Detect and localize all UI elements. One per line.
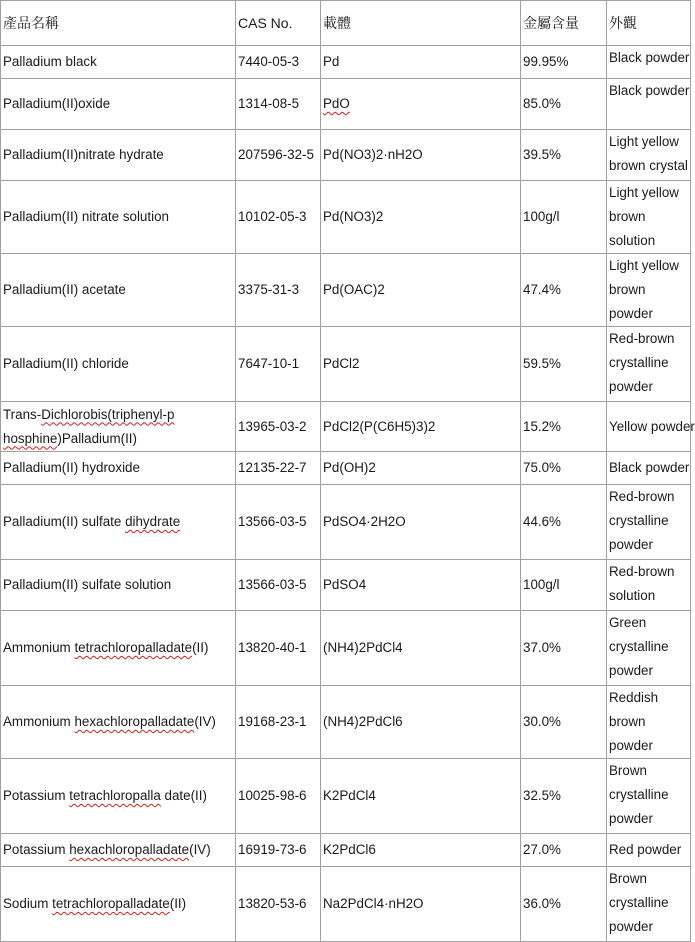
product-name-cell bbox=[1, 686, 236, 759]
header-metal-content: 金屬含量 bbox=[521, 1, 607, 46]
carrier-cell: PdSO4·2H2O bbox=[321, 485, 521, 560]
product-name-part: Potassium bbox=[3, 788, 70, 803]
carrier-cell: Pd(OH)2 bbox=[321, 452, 521, 485]
appearance-line: powder bbox=[609, 663, 653, 678]
carrier-cell: PdCl2(P(C6H5)3)2 bbox=[321, 402, 521, 452]
product-name-part: Potassium bbox=[3, 842, 70, 857]
product-name-part: tetrachloropalladate bbox=[74, 640, 193, 655]
appearance-line: solution bbox=[609, 588, 656, 603]
carrier-cell: (NH4)2PdCl4 bbox=[321, 611, 521, 686]
appearance-line: Light yellow bbox=[609, 258, 679, 273]
cas-number-cell: 12135-22-7 bbox=[236, 452, 321, 485]
metal-content-cell: 27.0% bbox=[521, 834, 607, 867]
product-name: Palladium(II)nitrate hydrate bbox=[3, 147, 164, 162]
appearance-line: Black powder bbox=[609, 460, 690, 475]
cas-number-cell: 13566-03-5 bbox=[236, 485, 321, 560]
table-row bbox=[1, 402, 691, 452]
carrier-cell: PdCl2 bbox=[321, 327, 521, 402]
appearance-line: Green bbox=[609, 615, 647, 630]
appearance-line: powder bbox=[609, 379, 653, 394]
carrier-cell: Pd(NO3)2·nH2O bbox=[321, 130, 521, 181]
carrier-cell: K2PdCl6 bbox=[321, 834, 521, 867]
table-row bbox=[1, 686, 691, 759]
appearance-line: brown crystal bbox=[609, 158, 688, 173]
cas-number-cell: 13965-03-2 bbox=[236, 402, 321, 452]
cas-number-cell: 13820-53-6 bbox=[236, 867, 321, 942]
table-row bbox=[1, 46, 691, 79]
carrier-cell bbox=[321, 79, 521, 130]
appearance-cell bbox=[607, 79, 691, 130]
product-name-cell bbox=[1, 611, 236, 686]
metal-content-cell: 36.0% bbox=[521, 867, 607, 942]
cas-number-cell: 1314-08-5 bbox=[236, 79, 321, 130]
product-name-part: (IV) bbox=[194, 714, 216, 729]
appearance-line: Red-brown bbox=[609, 489, 675, 504]
product-name-cell bbox=[1, 79, 236, 130]
cas-number-cell: 7440-05-3 bbox=[236, 46, 321, 79]
metal-content-cell: 99.95% bbox=[521, 46, 607, 79]
metal-content-cell: 39.5% bbox=[521, 130, 607, 181]
table-row bbox=[1, 867, 691, 942]
appearance-cell bbox=[607, 759, 691, 834]
cas-number-cell: 7647-10-1 bbox=[236, 327, 321, 402]
product-name-part: Dichlorobis(triphenyl-p bbox=[41, 406, 175, 422]
table-row bbox=[1, 327, 691, 402]
product-name: Palladium(II) chloride bbox=[3, 356, 129, 371]
cas-number-cell: 207596-32-5 bbox=[236, 130, 321, 181]
metal-content-cell: 15.2% bbox=[521, 402, 607, 452]
product-name: Palladium black bbox=[3, 54, 97, 69]
cas-number-cell: 3375-31-3 bbox=[236, 254, 321, 327]
cas-number-cell: 10102-05-3 bbox=[236, 181, 321, 254]
appearance-line: crystalline bbox=[609, 895, 669, 910]
carrier-cell: PdSO4 bbox=[321, 560, 521, 611]
cas-number-cell: 19168-23-1 bbox=[236, 686, 321, 759]
appearance-line: crystalline bbox=[609, 355, 669, 370]
metal-content-cell: 100g/l bbox=[521, 181, 607, 254]
carrier-cell: Pd bbox=[321, 46, 521, 79]
metal-content-cell: 75.0% bbox=[521, 452, 607, 485]
table-row bbox=[1, 130, 691, 181]
carrier-formula: PdO bbox=[323, 96, 350, 111]
product-name-cell bbox=[1, 560, 236, 611]
product-name: Palladium(II)oxide bbox=[3, 96, 111, 111]
cas-number-cell: 13820-40-1 bbox=[236, 611, 321, 686]
header-carrier: 載體 bbox=[321, 1, 521, 46]
metal-content-cell: 100g/l bbox=[521, 560, 607, 611]
carrier-cell: Na2PdCl4·nH2O bbox=[321, 867, 521, 942]
cas-number-cell: 16919-73-6 bbox=[236, 834, 321, 867]
product-name-cell bbox=[1, 402, 236, 452]
product-name-cell bbox=[1, 834, 236, 867]
product-name-part: hosphine bbox=[3, 430, 58, 446]
carrier-cell: Pd(OAC)2 bbox=[321, 254, 521, 327]
appearance-line: Red-brown bbox=[609, 331, 675, 346]
appearance-line: Black powder bbox=[609, 50, 690, 65]
product-name-cell bbox=[1, 130, 236, 181]
metal-content-cell: 44.6% bbox=[521, 485, 607, 560]
table-row bbox=[1, 79, 691, 130]
carrier-cell: Pd(NO3)2 bbox=[321, 181, 521, 254]
appearance-cell bbox=[607, 834, 691, 867]
appearance-line: Yellow powder bbox=[609, 418, 695, 434]
product-name-part: Trans- bbox=[3, 406, 42, 422]
product-name-cell bbox=[1, 759, 236, 834]
product-name-part: hexachloropalladate bbox=[69, 842, 190, 857]
product-name-part: hexachloropalladate bbox=[74, 714, 195, 729]
appearance-line: Black powder bbox=[609, 83, 690, 98]
table-row bbox=[1, 834, 691, 867]
metal-content-cell: 32.5% bbox=[521, 759, 607, 834]
product-name-part: Ammonium bbox=[3, 714, 75, 729]
appearance-line: Brown bbox=[609, 763, 647, 778]
appearance-cell bbox=[607, 46, 691, 79]
appearance-cell bbox=[607, 181, 691, 254]
product-name-cell bbox=[1, 485, 236, 560]
appearance-cell bbox=[607, 452, 691, 485]
appearance-line: crystalline bbox=[609, 639, 669, 654]
metal-content-cell: 47.4% bbox=[521, 254, 607, 327]
appearance-line: Reddish bbox=[609, 690, 659, 705]
appearance-cell bbox=[607, 254, 691, 327]
product-name-cell bbox=[1, 254, 236, 327]
header-appearance: 外觀 bbox=[607, 1, 691, 46]
appearance-line: Light yellow bbox=[609, 134, 679, 149]
appearance-cell bbox=[607, 867, 691, 942]
appearance-line: crystalline bbox=[609, 513, 669, 528]
appearance-line: brown solution bbox=[609, 209, 656, 248]
header-cas-no: CAS No. bbox=[236, 1, 321, 46]
table-row bbox=[1, 485, 691, 560]
appearance-line: brown powder bbox=[609, 282, 653, 321]
product-name-part: Palladium(II) sulfate bbox=[3, 514, 126, 529]
table-header-row bbox=[1, 1, 691, 46]
cas-number-cell: 10025-98-6 bbox=[236, 759, 321, 834]
product-name-cell bbox=[1, 327, 236, 402]
appearance-line: Red-brown bbox=[609, 564, 675, 579]
product-name-cell bbox=[1, 181, 236, 254]
appearance-cell bbox=[607, 560, 691, 611]
product-name: Palladium(II) nitrate solution bbox=[3, 209, 169, 224]
table-row bbox=[1, 611, 691, 686]
appearance-cell bbox=[607, 130, 691, 181]
product-name-part: date(II) bbox=[160, 788, 207, 803]
product-name-cell bbox=[1, 46, 236, 79]
table-row bbox=[1, 452, 691, 485]
appearance-line: powder bbox=[609, 811, 653, 826]
product-name-part: (IV) bbox=[189, 842, 211, 857]
metal-content-cell: 59.5% bbox=[521, 327, 607, 402]
product-name-part: Sodium bbox=[3, 896, 53, 911]
header-product-name: 產品名稱 bbox=[1, 1, 236, 46]
appearance-line: crystalline bbox=[609, 787, 669, 802]
product-name-part: tetrachloropalladate bbox=[52, 896, 170, 911]
product-name: Palladium(II) acetate bbox=[3, 282, 126, 297]
metal-content-cell: 85.0% bbox=[521, 79, 607, 130]
product-name-cell bbox=[1, 867, 236, 942]
carrier-cell: K2PdCl4 bbox=[321, 759, 521, 834]
product-name-part: tetrachloropalla bbox=[69, 788, 161, 803]
appearance-cell bbox=[607, 327, 691, 402]
table-row bbox=[1, 181, 691, 254]
appearance-cell bbox=[607, 402, 695, 452]
appearance-line: Red powder bbox=[609, 842, 682, 857]
product-name-part: (II) bbox=[192, 640, 209, 655]
appearance-cell bbox=[607, 611, 691, 686]
table-row bbox=[1, 759, 691, 834]
appearance-line: powder bbox=[609, 537, 653, 552]
table-row bbox=[1, 254, 691, 327]
metal-content-cell: 37.0% bbox=[521, 611, 607, 686]
carrier-cell: (NH4)2PdCl6 bbox=[321, 686, 521, 759]
appearance-line: Light yellow bbox=[609, 185, 679, 200]
product-name: Palladium(II) hydroxide bbox=[3, 460, 140, 475]
product-name-part: (II) bbox=[169, 896, 187, 911]
product-name-part: dihydrate bbox=[125, 514, 181, 529]
cas-number-cell: 13566-03-5 bbox=[236, 560, 321, 611]
table-row bbox=[1, 560, 691, 611]
product-name-part: Ammonium bbox=[3, 640, 75, 655]
product-name-part: )Palladium(II) bbox=[57, 430, 137, 446]
product-name-cell bbox=[1, 452, 236, 485]
appearance-line: brown powder bbox=[609, 714, 653, 753]
appearance-line: powder bbox=[609, 919, 653, 934]
metal-content-cell: 30.0% bbox=[521, 686, 607, 759]
appearance-cell bbox=[607, 686, 691, 759]
product-name: Palladium(II) sulfate solution bbox=[3, 577, 172, 592]
appearance-line: Brown bbox=[609, 871, 647, 886]
appearance-cell bbox=[607, 485, 691, 560]
